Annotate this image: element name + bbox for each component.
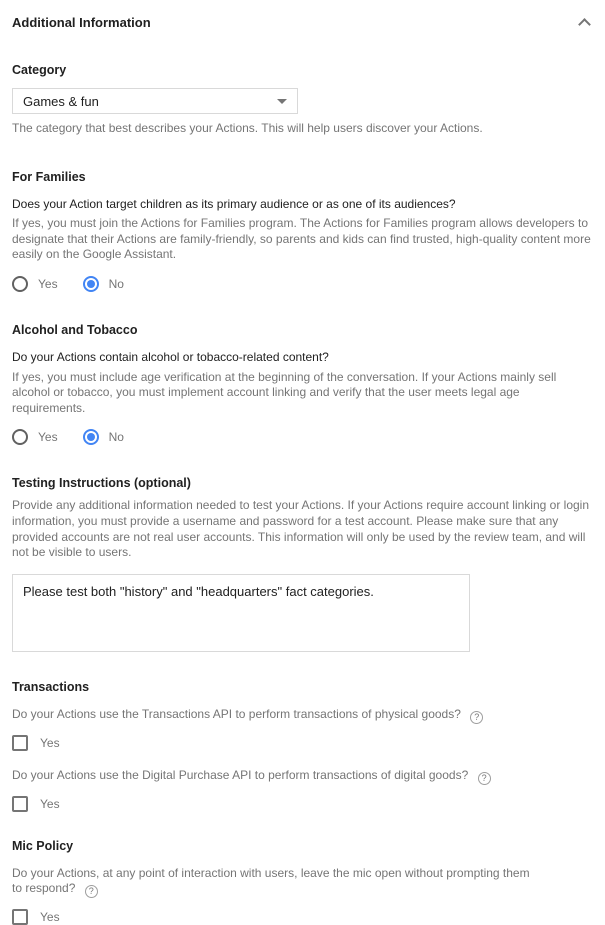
chevron-up-icon[interactable] [578,18,591,31]
alcohol-tobacco-question: Do your Actions contain alcohol or tobacco-related content? [12,349,329,364]
for-families-radio-group [12,276,592,292]
category-helper: The category that best describes your Actions. This will help users discover your Actions. [12,121,483,135]
dropdown-arrow-icon [277,99,287,104]
question-text: Do your Actions use the Transactions API to perform transactions of physical goods? [12,706,461,721]
for-families-radio-yes[interactable] [12,276,58,292]
checkbox-label: Yes [40,910,60,925]
section-header [12,15,592,30]
mic-policy-checkbox[interactable] [12,909,592,925]
checkbox-label: Yes [40,796,60,811]
transactions-digital-checkbox[interactable] [12,796,592,812]
radio-label: No [108,276,124,291]
checkbox-icon [12,735,28,751]
mic-policy-title: Mic Policy [12,838,74,853]
transactions-title: Transactions [12,679,90,694]
for-families-radio-no[interactable] [83,276,124,292]
question-text: Do your Actions use the Digital Purchase API to perform transactions of digital goods? [12,767,469,782]
question-text: Do your Actions, at any point of interaction with users, leave the mic open without prompting them to respond? [12,865,530,896]
for-families-helper: If yes, you must join the Actions for Families program. The Actions for Families program allows developers to designate that their Actions are family-friendly, so parents and kids can find trusted, high-quality content more easily on the Google Assistant. [12,216,591,262]
checkbox-icon [12,909,28,925]
alcohol-tobacco-radio-group [12,429,592,445]
transactions-physical-checkbox[interactable] [12,735,592,751]
category-dropdown[interactable] [12,88,298,114]
help-icon[interactable] [478,772,491,785]
radio-label: Yes [38,430,58,445]
for-families-question: Does your Action target children as its primary audience or as one of its audiences? [12,196,456,211]
transactions-question-physical [12,707,592,724]
radio-label: No [108,430,124,445]
help-icon[interactable] [470,711,483,724]
help-icon[interactable] [85,885,98,898]
alcohol-tobacco-radio-yes[interactable] [12,429,58,445]
category-dropdown-value: Games & fun [23,93,99,109]
testing-instructions-helper: Provide any additional information needed to test your Actions. If your Actions require account linking or login information, you must provide a username and password for a test account. Please make sure that any provided accounts are not real user accounts. This information will only be used by the review team, and will not be visible to users. [12,498,590,560]
radio-icon [83,276,99,292]
category-label: Category [12,63,67,77]
page-title: Additional Information [12,15,151,30]
radio-label: Yes [38,276,58,291]
radio-icon [12,276,28,292]
alcohol-tobacco-radio-no[interactable] [83,429,124,445]
alcohol-tobacco-title: Alcohol and Tobacco [12,322,138,337]
alcohol-tobacco-helper: If yes, you must include age verification at the beginning of the conversation. If your Actions mainly sell alcohol or tobacco, you must implement account linking and verify that the user meets legal age requirements. [12,369,557,415]
radio-icon [12,429,28,445]
testing-instructions-title: Testing Instructions (optional) [12,476,191,491]
checkbox-icon [12,796,28,812]
for-families-title: For Families [12,169,86,184]
mic-policy-question [12,866,540,899]
testing-instructions-input[interactable] [12,574,470,652]
radio-icon [83,429,99,445]
transactions-question-digital [12,768,592,785]
checkbox-label: Yes [40,735,60,750]
